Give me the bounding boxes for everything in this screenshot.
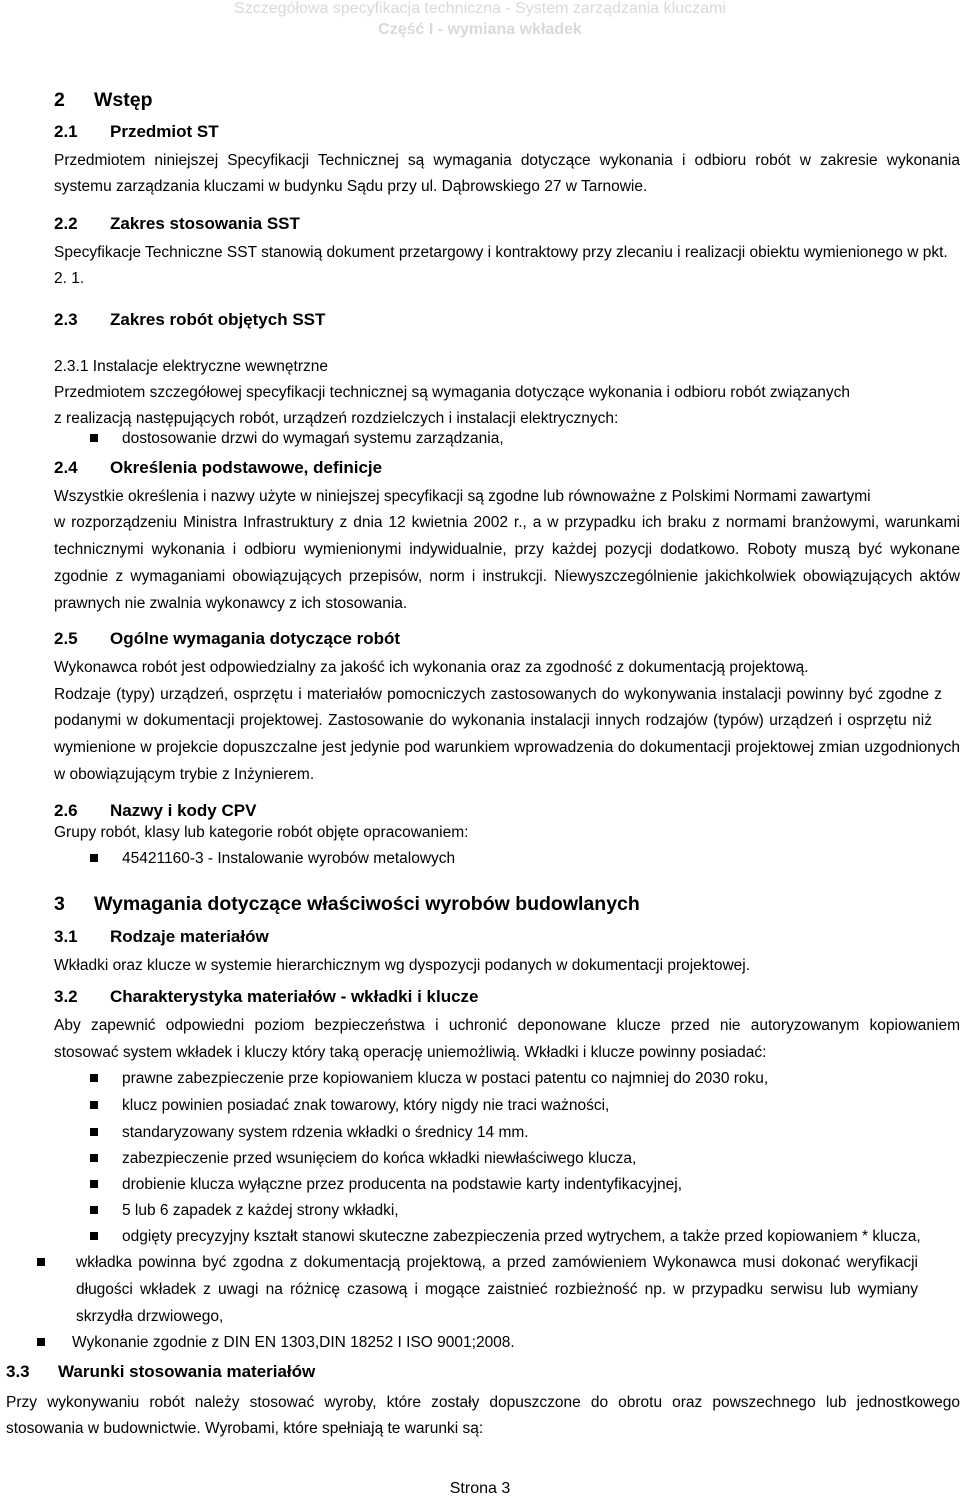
bullet-icon [90,1128,98,1136]
list-item: standaryzowany system rdzenia wkładki o średnicy 14 mm. [90,1120,529,1145]
list-item-line1: wkładka powinna być zgodna z dokumentacją projektową, a przed zamówieniem Wykonawca musi dokonać weryfikacji [76,1254,918,1271]
heading-3-1: 3.1 Rodzaje materiałów [54,927,269,946]
list-item: drobienie klucza wyłączne przez producenta na podstawie karty indentyfikacyjnej, [90,1172,682,1197]
header-title: Szczegółowa specyfikacja techniczna - System zarządzania kluczami [234,0,726,17]
paragraph-2-4-line1: Wszystkie określenia i nazwy użyte w niniejszej specyfikacji są zgodne lub równoważne z Polskimi Normami zawartymi [54,488,871,505]
list-item-line3: skrzydła drzwiowego, [76,1308,224,1325]
list-item: zabezpieczenie przed wsunięciem do końca wkładki niewłaściwego klucza, [90,1146,636,1171]
paragraph-2-5-line4: wymienione w projekcie dopuszczalne jest jedynie pod warunkiem wprowadzenia do dokumentacji projektowej zmian uzgodnionych [54,739,960,756]
heading-2-1: 2.1 Przedmiot ST [54,122,219,141]
paragraph-3-2-line2: stosować system wkładek i kluczy który taką operację uniemożliwią. Wkładki i klucze powinny posiadać: [54,1044,767,1061]
paragraph-2-4-line5: prawnych nie zwalnia wykonawcy z ich stosowania. [54,595,408,612]
bullet-icon [90,854,98,862]
paragraph-2-4-line4: zgodnie z wymaganiami obowiązujących przepisów, norm i instrukcji. Niewyszczególnienie jakichkolwiek obowiązujących aktów [54,568,960,585]
paragraph-2-1-line1: Przedmiotem niniejszej Specyfikacji Technicznej są wymagania dotyczące wykonania i odbioru robót w zakresie wykonania [54,152,960,169]
paragraph-2-5-line2: Rodzaje (typy) urządzeń, osprzętu i materiałów pomocniczych zastosowanych do wykonywania instalacji powinny być zgodne z [54,686,942,703]
bullet-icon [37,1258,45,1266]
heading-2: 2 Wstęp [54,89,153,111]
paragraph-2-2-line2: 2. 1. [54,270,85,287]
bullet-icon [90,1101,98,1109]
heading-2-5: 2.5 Ogólne wymagania dotyczące robót [54,629,401,648]
bullet-icon [37,1338,45,1346]
paragraph-2-3-line1: Przedmiotem szczegółowej specyfikacji technicznej są wymagania dotyczące wykonania i odbioru robót związanych [54,384,851,401]
bullet-icon [90,1180,98,1188]
paragraph-3-2-line1: Aby zapewnić odpowiedni poziom bezpieczeństwa i uchronić deponowane klucze przed nie autoryzowanym kopiowaniem [54,1017,960,1034]
paragraph-2-3-line2: z realizacją następujących robót, urządzeń rozdzielczych i instalacji elektrycznych: [54,410,619,427]
list-item: odgięty precyzyjny kształt stanowi skuteczne zabezpieczenia przed wytrychem, a także przed kopiowaniem * klucza, [90,1224,921,1249]
bullet-icon [90,1232,98,1240]
paragraph-2-5-line1: Wykonawca robót jest odpowiedzialny za jakość ich wykonania oraz za zgodność z dokumentacją projektową. [54,659,809,676]
paragraph-2-1-line2: systemu zarządzania kluczami w budynku Sądu przy ul. Dąbrowskiego 27 w Tarnowie. [54,178,648,195]
paragraph-2-6: Grupy robót, klasy lub kategorie robót objęte opracowaniem: [54,824,469,841]
list-item: prawne zabezpieczenie prze kopiowaniem klucza w postaci patentu co najmniej do 2030 roku, [90,1066,768,1091]
heading-3-2: 3.2 Charakterystyka materiałów - wkładki i klucze [54,987,479,1006]
paragraph-2-5-line3: podanymi w dokumentacji projektowej. Zastosowanie do wykonania instalacji innych rodzajów (typów) urządzeń i osprzętu niż [54,712,932,729]
list-item: klucz powinien posiadać znak towarowy, który nigdy nie traci ważności, [90,1093,609,1118]
bullet-icon [90,1206,98,1214]
paragraph-2-4-line2: w rozporządzeniu Ministra Infrastruktury z dnia 12 kwietnia 2002 r., a w przypadku ich braku z normami branżowymi, warunkami [54,514,960,531]
heading-3: 3 Wymagania dotyczące właściwości wyrobów budowlanych [54,893,640,915]
paragraph-3-3-line2: stosowania w budownictwie. Wyrobami, które spełniają te warunki są: [6,1420,484,1437]
header-subtitle: Część I - wymiana wkładek [378,21,582,38]
paragraph-2-4-line3: technicznymi wykonania i odbioru wymienionymi indywidualnie, przy każdej pozycji dodatkowo. Roboty muszą być wykonane [54,541,960,558]
subheading-2-3-1: 2.3.1 Instalacje elektryczne wewnętrzne [54,358,328,375]
bullet-icon [90,1074,98,1082]
bullet-icon [90,434,98,442]
paragraph-3-3-line1: Przy wykonywaniu robót należy stosować wyroby, które zostały dopuszczone do obrotu oraz powszechnego lub jednostkowego [6,1394,960,1411]
paragraph-2-2-line1: Specyfikacje Techniczne SST stanowią dokument przetargowy i kontraktowy przy zlecaniu i realizacji obiektu wymienionego w pkt. [54,244,948,261]
paragraph-2-5-line5: w obowiązującym trybie z Inżynierem. [54,766,315,783]
bullet-icon [90,1154,98,1162]
list-item-line2: długości wkładek z uwagi na różnicę czasową i mogące zaistnieć rozbieżność np. w przypadku serwisu lub wymiany [76,1281,918,1298]
heading-2-6: 2.6 Nazwy i kody CPV [54,801,257,820]
page-number: Strona 3 [449,1480,511,1497]
paragraph-3-1: Wkładki oraz klucze w systemie hierarchicznym wg dyspozycji podanych w dokumentacji projektowej. [54,957,751,974]
heading-2-2: 2.2 Zakres stosowania SST [54,214,300,233]
list-item: 5 lub 6 zapadek z każdej strony wkładki, [90,1198,399,1223]
heading-3-3: 3.3 Warunki stosowania materiałów [6,1362,316,1381]
list-item: 45421160-3 - Instalowanie wyrobów metalowych [90,846,455,871]
heading-2-3: 2.3 Zakres robót objętych SST [54,310,326,329]
list-item: Wykonanie zgodnie z DIN EN 1303,DIN 18252 I ISO 9001;2008. [72,1334,515,1351]
list-item: dostosowanie drzwi do wymagań systemu zarządzania, [90,426,504,451]
heading-2-4: 2.4 Określenia podstawowe, definicje [54,458,383,477]
